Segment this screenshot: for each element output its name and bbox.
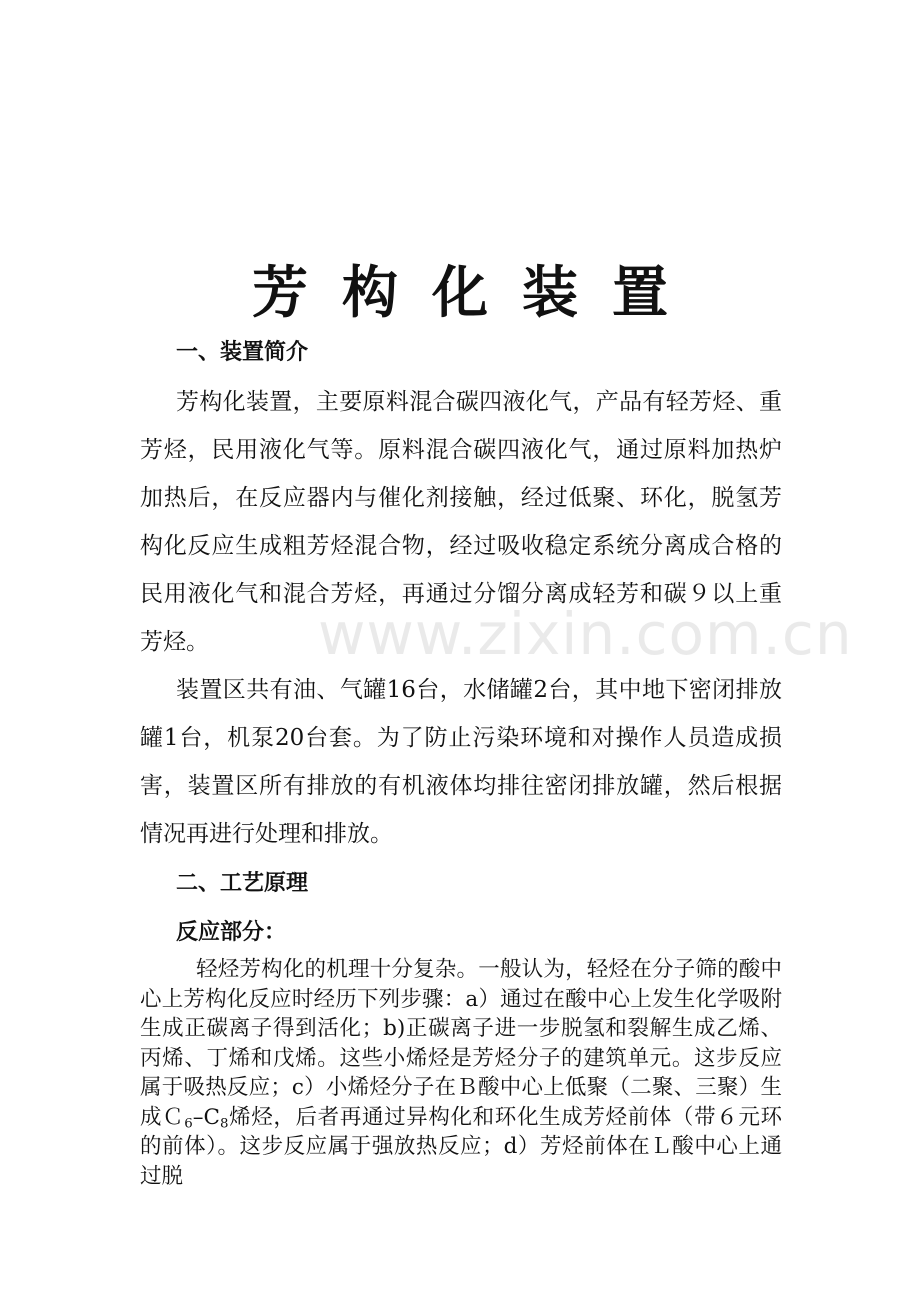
reaction-text-part2: 烯烃，后者再通过异构化和环化生成芳烃前体（带６元环的前体）。这步反应属于强放热反应；d）芳烃前体在Ｌ酸中心上通过脱 (140, 1104, 782, 1189)
intro-paragraph-1: 芳构化装置，主要原料混合碳四液化气，产品有轻芳烃、重芳烃，民用液化气等。原料混合碳四液化气，通过原料加热炉加热后，在反应器内与催化剂接触，经过低聚、环化，脱氢芳构化反应生成粗芳烃混合物，经过吸收稳定系统分离成合格的民用液化气和混合芳烃，再通过分馏分离成轻芳和碳９以上重芳烃。 (140, 389, 782, 655)
subscript-c8: 8 (219, 1115, 229, 1131)
watermark-text: www.zixin.com.cn (318, 600, 853, 668)
section-heading-principle: 二、工艺原理 (176, 871, 309, 896)
reaction-paragraph (140, 955, 782, 1191)
document-title: 芳构化装置 (252, 261, 702, 326)
subscript-c6: 6 (184, 1115, 193, 1131)
section-heading-intro: 一、装置简介 (176, 340, 309, 365)
subheading-reaction: 反应部分： (176, 920, 287, 945)
reaction-text-part1: 轻烃芳构化的机理十分复杂。一般认为，轻烃在分子筛的酸中心上芳构化反应时经历下列步骤：a）通过在酸中心上发生化学吸附生成正碳离子得到活化；b)正碳离子进一步脱氢和裂解生成乙烯、丙烯、丁烯和戊烯。这些小烯烃是芳烃分子的建筑单元。这步反应属于吸热反应；c）小烯烃分子在Ｂ酸中心上低聚（二聚、三聚）生成Ｃ (140, 957, 782, 1130)
reaction-dash: –C (192, 1104, 220, 1130)
intro-paragraph-2: 装置区共有油、气罐16台，水储罐2台，其中地下密闭排放罐1台，机泵20台套。为了防止污染环境和对操作人员造成损害，装置区所有排放的有机液体均排往密闭排放罐，然后根据情况再进行处理和排放。 (140, 677, 782, 847)
